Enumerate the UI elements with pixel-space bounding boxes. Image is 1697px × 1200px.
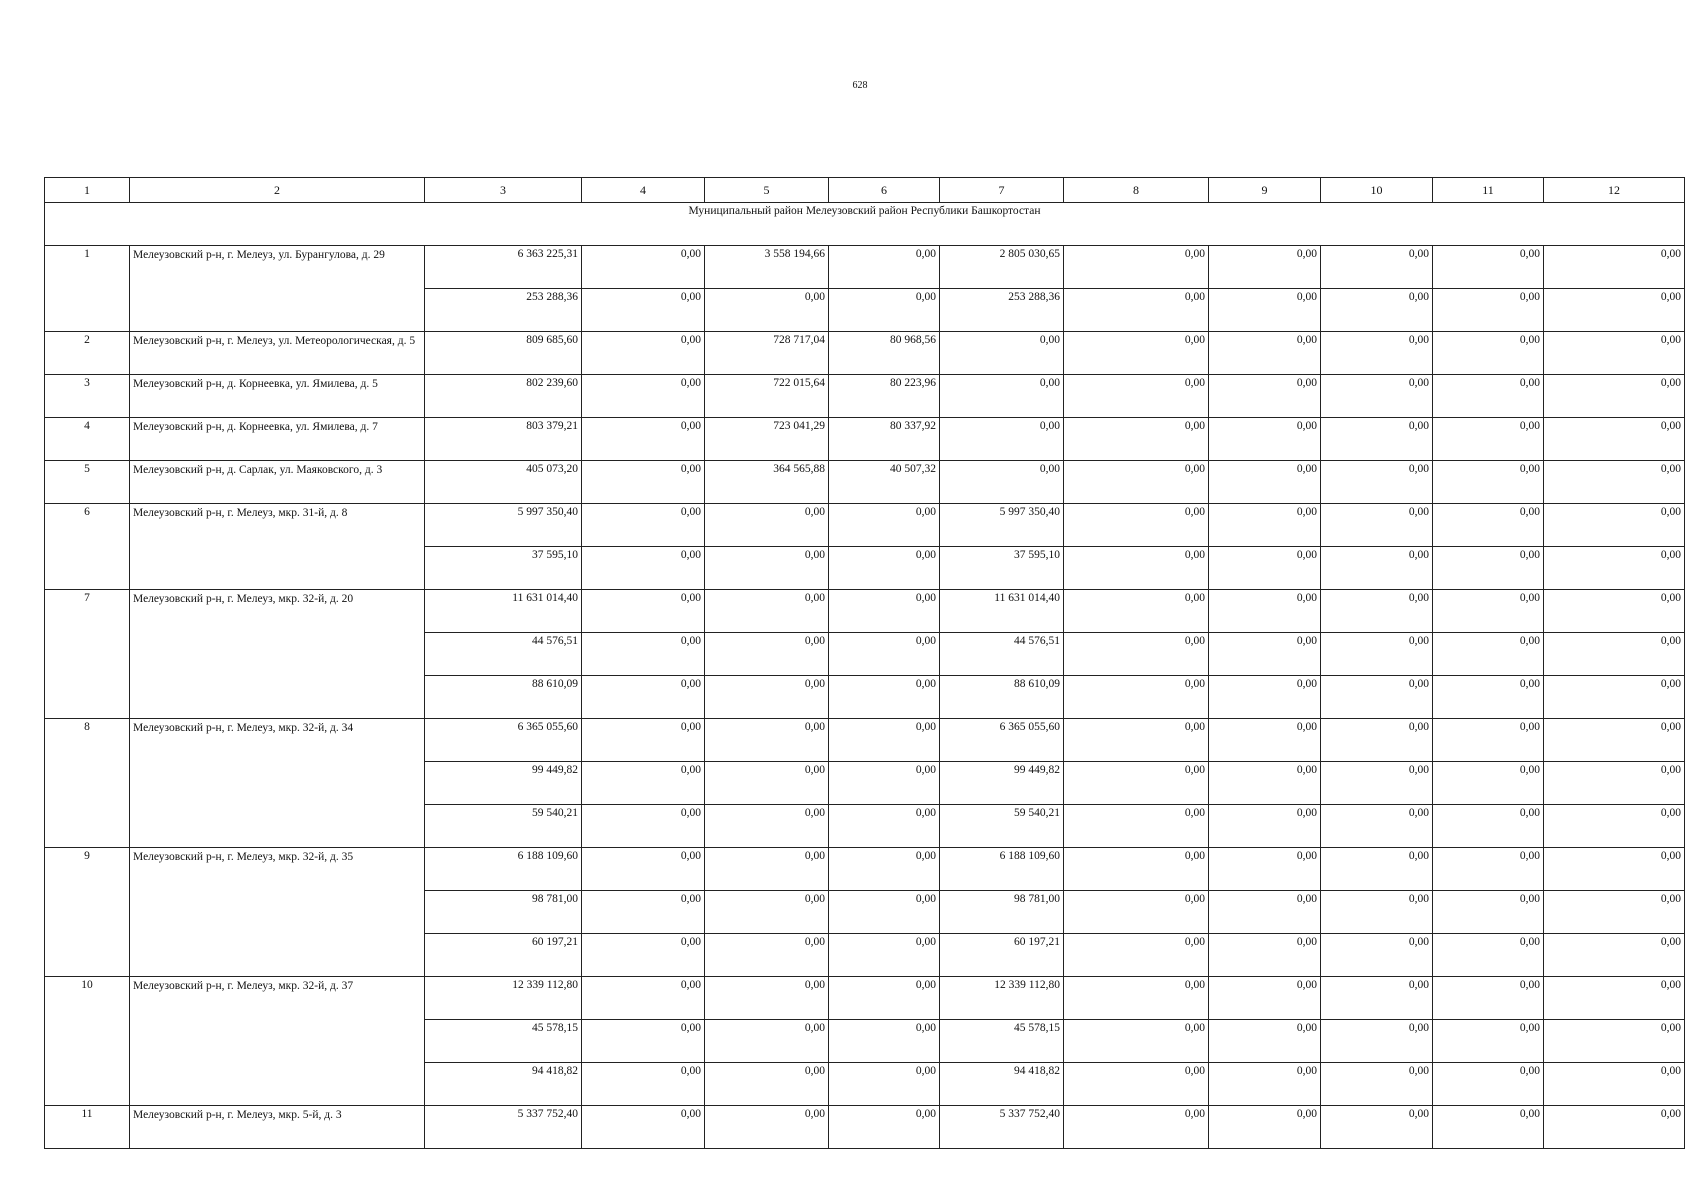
value-cell: 0,00: [582, 1106, 705, 1149]
value-cell: 80 337,92: [829, 418, 940, 461]
value-cell: 0,00: [1321, 375, 1433, 418]
value-cell: 0,00: [940, 418, 1064, 461]
value-cell: 0,00: [1321, 633, 1433, 676]
value-cell: 88 610,09: [425, 676, 582, 719]
value-cell: 0,00: [582, 977, 705, 1020]
value-cell: 0,00: [582, 891, 705, 934]
value-cell: 0,00: [1433, 805, 1544, 848]
value-cell: 0,00: [829, 848, 940, 891]
value-cell: 45 578,15: [940, 1020, 1064, 1063]
column-number-cell: 3: [425, 178, 582, 203]
value-cell: 803 379,21: [425, 418, 582, 461]
table-row: [45, 590, 1685, 633]
column-number-cell: 12: [1544, 178, 1685, 203]
value-cell: 0,00: [829, 719, 940, 762]
value-cell: 0,00: [1321, 1020, 1433, 1063]
value-cell: 6 365 055,60: [940, 719, 1064, 762]
value-cell: 0,00: [1544, 289, 1685, 332]
table-row: [45, 977, 1685, 1020]
column-number-cell: 10: [1321, 178, 1433, 203]
value-cell: 0,00: [1209, 676, 1321, 719]
value-cell: 0,00: [1209, 977, 1321, 1020]
value-cell: 0,00: [582, 1020, 705, 1063]
row-number: 8: [45, 719, 130, 848]
value-cell: 0,00: [1544, 1063, 1685, 1106]
value-cell: 0,00: [1209, 246, 1321, 289]
value-cell: 0,00: [582, 289, 705, 332]
value-cell: 60 197,21: [940, 934, 1064, 977]
value-cell: 0,00: [1544, 1106, 1685, 1149]
data-table: [44, 177, 1685, 1149]
value-cell: 0,00: [705, 1020, 829, 1063]
value-cell: 0,00: [582, 934, 705, 977]
value-cell: 0,00: [1209, 332, 1321, 375]
value-cell: 0,00: [1321, 504, 1433, 547]
section-header-row: [45, 203, 1685, 246]
table-row: [45, 332, 1685, 375]
value-cell: 0,00: [1064, 547, 1209, 590]
value-cell: 0,00: [1544, 246, 1685, 289]
value-cell: 0,00: [1433, 461, 1544, 504]
address-cell: Мелеузовский р-н, г. Мелеуз, мкр. 32-й, д. 34: [130, 719, 425, 848]
value-cell: 0,00: [1209, 590, 1321, 633]
value-cell: 722 015,64: [705, 375, 829, 418]
value-cell: 0,00: [829, 590, 940, 633]
section-title: Муниципальный район Мелеузовский район Республики Башкортостан: [45, 203, 1685, 246]
value-cell: 0,00: [1544, 633, 1685, 676]
value-cell: 98 781,00: [940, 891, 1064, 934]
value-cell: 0,00: [705, 719, 829, 762]
value-cell: 0,00: [1544, 848, 1685, 891]
value-cell: 5 337 752,40: [425, 1106, 582, 1149]
value-cell: 0,00: [1544, 762, 1685, 805]
value-cell: 0,00: [705, 590, 829, 633]
value-cell: 60 197,21: [425, 934, 582, 977]
value-cell: 0,00: [1433, 891, 1544, 934]
value-cell: 2 805 030,65: [940, 246, 1064, 289]
value-cell: 0,00: [1321, 719, 1433, 762]
value-cell: 0,00: [1064, 590, 1209, 633]
address-cell: Мелеузовский р-н, г. Мелеуз, ул. Бурангулова, д. 29: [130, 246, 425, 332]
row-number: 2: [45, 332, 130, 375]
address-cell: Мелеузовский р-н, г. Мелеуз, мкр. 5-й, д. 3: [130, 1106, 425, 1149]
value-cell: 0,00: [705, 676, 829, 719]
value-cell: 809 685,60: [425, 332, 582, 375]
column-number-cell: 5: [705, 178, 829, 203]
value-cell: 0,00: [705, 805, 829, 848]
value-cell: 0,00: [940, 461, 1064, 504]
value-cell: 0,00: [1433, 977, 1544, 1020]
value-cell: 0,00: [582, 848, 705, 891]
value-cell: 0,00: [1433, 1106, 1544, 1149]
value-cell: 0,00: [1544, 805, 1685, 848]
table-row: [45, 848, 1685, 891]
value-cell: 0,00: [1209, 805, 1321, 848]
value-cell: 6 363 225,31: [425, 246, 582, 289]
value-cell: 253 288,36: [425, 289, 582, 332]
value-cell: 0,00: [705, 934, 829, 977]
value-cell: 94 418,82: [940, 1063, 1064, 1106]
row-number: 4: [45, 418, 130, 461]
value-cell: 0,00: [1544, 461, 1685, 504]
value-cell: 0,00: [940, 332, 1064, 375]
value-cell: 0,00: [1544, 332, 1685, 375]
value-cell: 5 997 350,40: [940, 504, 1064, 547]
value-cell: 0,00: [705, 1106, 829, 1149]
value-cell: 0,00: [582, 676, 705, 719]
value-cell: 0,00: [582, 590, 705, 633]
row-number: 3: [45, 375, 130, 418]
value-cell: 0,00: [829, 1020, 940, 1063]
value-cell: 0,00: [1209, 504, 1321, 547]
value-cell: 5 337 752,40: [940, 1106, 1064, 1149]
value-cell: 0,00: [1321, 1106, 1433, 1149]
value-cell: 0,00: [1321, 934, 1433, 977]
value-cell: 0,00: [1209, 1020, 1321, 1063]
value-cell: 0,00: [1544, 1020, 1685, 1063]
value-cell: 11 631 014,40: [940, 590, 1064, 633]
value-cell: 0,00: [1544, 590, 1685, 633]
value-cell: 0,00: [1064, 1106, 1209, 1149]
value-cell: 0,00: [1064, 891, 1209, 934]
column-number-cell: 2: [130, 178, 425, 203]
value-cell: 0,00: [829, 676, 940, 719]
table-row: [45, 719, 1685, 762]
value-cell: 0,00: [1209, 1106, 1321, 1149]
value-cell: 0,00: [1433, 590, 1544, 633]
address-cell: Мелеузовский р-н, г. Мелеуз, мкр. 31-й, д. 8: [130, 504, 425, 590]
value-cell: 0,00: [582, 1063, 705, 1106]
table-row: [45, 418, 1685, 461]
value-cell: 0,00: [1433, 676, 1544, 719]
row-number: 9: [45, 848, 130, 977]
value-cell: 0,00: [1321, 590, 1433, 633]
value-cell: 0,00: [1064, 1020, 1209, 1063]
value-cell: 88 610,09: [940, 676, 1064, 719]
value-cell: 0,00: [1544, 977, 1685, 1020]
value-cell: 0,00: [1433, 375, 1544, 418]
value-cell: 0,00: [1321, 848, 1433, 891]
address-cell: Мелеузовский р-н, г. Мелеуз, мкр. 32-й, д. 37: [130, 977, 425, 1106]
value-cell: 0,00: [1209, 633, 1321, 676]
value-cell: 0,00: [582, 504, 705, 547]
value-cell: 0,00: [1064, 633, 1209, 676]
value-cell: 0,00: [705, 977, 829, 1020]
value-cell: 0,00: [1544, 719, 1685, 762]
value-cell: 0,00: [1064, 332, 1209, 375]
value-cell: 5 997 350,40: [425, 504, 582, 547]
value-cell: 0,00: [1433, 719, 1544, 762]
row-number: 10: [45, 977, 130, 1106]
value-cell: 0,00: [1321, 547, 1433, 590]
column-number-cell: 6: [829, 178, 940, 203]
value-cell: 12 339 112,80: [940, 977, 1064, 1020]
value-cell: 0,00: [582, 719, 705, 762]
value-cell: 45 578,15: [425, 1020, 582, 1063]
value-cell: 11 631 014,40: [425, 590, 582, 633]
value-cell: 0,00: [1064, 977, 1209, 1020]
value-cell: 0,00: [1433, 1020, 1544, 1063]
value-cell: 94 418,82: [425, 1063, 582, 1106]
value-cell: 44 576,51: [940, 633, 1064, 676]
value-cell: 0,00: [1209, 891, 1321, 934]
value-cell: 0,00: [940, 375, 1064, 418]
value-cell: 0,00: [1544, 891, 1685, 934]
column-number-cell: 7: [940, 178, 1064, 203]
value-cell: 59 540,21: [425, 805, 582, 848]
value-cell: 802 239,60: [425, 375, 582, 418]
address-cell: Мелеузовский р-н, д. Корнеевка, ул. Ямилева, д. 7: [130, 418, 425, 461]
table-row: [45, 461, 1685, 504]
value-cell: 0,00: [1209, 848, 1321, 891]
value-cell: 98 781,00: [425, 891, 582, 934]
page-number: 628: [852, 80, 868, 91]
value-cell: 0,00: [1209, 418, 1321, 461]
value-cell: 0,00: [829, 891, 940, 934]
value-cell: 0,00: [1064, 1063, 1209, 1106]
value-cell: 0,00: [829, 762, 940, 805]
value-cell: 40 507,32: [829, 461, 940, 504]
value-cell: 80 968,56: [829, 332, 940, 375]
value-cell: 0,00: [1209, 719, 1321, 762]
table-body: [45, 178, 1685, 1149]
value-cell: 0,00: [829, 1106, 940, 1149]
value-cell: 0,00: [1544, 934, 1685, 977]
value-cell: 0,00: [1321, 461, 1433, 504]
address-cell: Мелеузовский р-н, г. Мелеуз, ул. Метеорологическая, д. 5: [130, 332, 425, 375]
value-cell: 0,00: [1321, 1063, 1433, 1106]
value-cell: 0,00: [1433, 246, 1544, 289]
value-cell: 0,00: [829, 289, 940, 332]
column-number-cell: 9: [1209, 178, 1321, 203]
table-row: [45, 1106, 1685, 1149]
value-cell: 723 041,29: [705, 418, 829, 461]
value-cell: 6 188 109,60: [940, 848, 1064, 891]
value-cell: 0,00: [1064, 762, 1209, 805]
value-cell: 0,00: [829, 977, 940, 1020]
value-cell: 0,00: [1064, 461, 1209, 504]
value-cell: 0,00: [1544, 676, 1685, 719]
value-cell: 0,00: [1209, 934, 1321, 977]
value-cell: 0,00: [1321, 891, 1433, 934]
value-cell: 0,00: [1064, 848, 1209, 891]
column-number-cell: 1: [45, 178, 130, 203]
value-cell: 37 595,10: [940, 547, 1064, 590]
value-cell: 728 717,04: [705, 332, 829, 375]
value-cell: 99 449,82: [425, 762, 582, 805]
table-row: [45, 504, 1685, 547]
value-cell: 253 288,36: [940, 289, 1064, 332]
value-cell: 0,00: [1321, 977, 1433, 1020]
value-cell: 0,00: [1064, 805, 1209, 848]
value-cell: 0,00: [1433, 934, 1544, 977]
value-cell: 405 073,20: [425, 461, 582, 504]
value-cell: 0,00: [1433, 504, 1544, 547]
value-cell: 0,00: [1544, 418, 1685, 461]
value-cell: 0,00: [829, 504, 940, 547]
value-cell: 0,00: [705, 504, 829, 547]
value-cell: 0,00: [1544, 375, 1685, 418]
value-cell: 0,00: [1433, 848, 1544, 891]
value-cell: 6 188 109,60: [425, 848, 582, 891]
address-cell: Мелеузовский р-н, г. Мелеуз, мкр. 32-й, д. 20: [130, 590, 425, 719]
value-cell: 0,00: [582, 805, 705, 848]
value-cell: 0,00: [705, 762, 829, 805]
value-cell: 0,00: [1209, 461, 1321, 504]
value-cell: 37 595,10: [425, 547, 582, 590]
value-cell: 0,00: [705, 633, 829, 676]
value-cell: 0,00: [705, 289, 829, 332]
column-number-cell: 11: [1433, 178, 1544, 203]
value-cell: 0,00: [1064, 504, 1209, 547]
value-cell: 0,00: [829, 934, 940, 977]
value-cell: 12 339 112,80: [425, 977, 582, 1020]
value-cell: 0,00: [582, 461, 705, 504]
value-cell: 0,00: [829, 246, 940, 289]
value-cell: 0,00: [1544, 504, 1685, 547]
value-cell: 0,00: [1321, 805, 1433, 848]
row-number: 1: [45, 246, 130, 332]
column-number-cell: 8: [1064, 178, 1209, 203]
value-cell: 0,00: [829, 633, 940, 676]
value-cell: 0,00: [1064, 289, 1209, 332]
value-cell: 0,00: [1433, 633, 1544, 676]
value-cell: 0,00: [582, 375, 705, 418]
address-cell: Мелеузовский р-н, г. Мелеуз, мкр. 32-й, д. 35: [130, 848, 425, 977]
value-cell: 0,00: [582, 332, 705, 375]
value-cell: 0,00: [705, 547, 829, 590]
row-number: 11: [45, 1106, 130, 1149]
row-number: 5: [45, 461, 130, 504]
value-cell: 0,00: [1064, 418, 1209, 461]
value-cell: 0,00: [1209, 762, 1321, 805]
value-cell: 80 223,96: [829, 375, 940, 418]
value-cell: 0,00: [1433, 762, 1544, 805]
value-cell: 0,00: [1064, 719, 1209, 762]
value-cell: 0,00: [1064, 246, 1209, 289]
value-cell: 0,00: [582, 633, 705, 676]
value-cell: 0,00: [1209, 1063, 1321, 1106]
value-cell: 0,00: [1321, 289, 1433, 332]
value-cell: 0,00: [1209, 547, 1321, 590]
value-cell: 59 540,21: [940, 805, 1064, 848]
value-cell: 0,00: [1433, 289, 1544, 332]
value-cell: 0,00: [705, 848, 829, 891]
value-cell: 0,00: [582, 246, 705, 289]
row-number: 6: [45, 504, 130, 590]
value-cell: 6 365 055,60: [425, 719, 582, 762]
value-cell: 0,00: [1433, 547, 1544, 590]
value-cell: 0,00: [1321, 418, 1433, 461]
value-cell: 0,00: [1321, 762, 1433, 805]
value-cell: 0,00: [582, 762, 705, 805]
table-row: [45, 246, 1685, 289]
value-cell: 0,00: [829, 547, 940, 590]
value-cell: 0,00: [1544, 547, 1685, 590]
value-cell: 0,00: [582, 547, 705, 590]
value-cell: 0,00: [705, 891, 829, 934]
value-cell: 0,00: [1321, 676, 1433, 719]
value-cell: 44 576,51: [425, 633, 582, 676]
value-cell: 0,00: [1433, 418, 1544, 461]
value-cell: 99 449,82: [940, 762, 1064, 805]
value-cell: 0,00: [829, 805, 940, 848]
value-cell: 0,00: [1209, 375, 1321, 418]
column-number-cell: 4: [582, 178, 705, 203]
value-cell: 0,00: [1064, 934, 1209, 977]
column-number-row: [45, 178, 1685, 203]
value-cell: 0,00: [1433, 1063, 1544, 1106]
value-cell: 0,00: [582, 418, 705, 461]
value-cell: 0,00: [705, 1063, 829, 1106]
address-cell: Мелеузовский р-н, д. Сарлак, ул. Маяковского, д. 3: [130, 461, 425, 504]
value-cell: 0,00: [1433, 332, 1544, 375]
value-cell: 0,00: [1064, 375, 1209, 418]
row-number: 7: [45, 590, 130, 719]
value-cell: 0,00: [1064, 676, 1209, 719]
value-cell: 364 565,88: [705, 461, 829, 504]
value-cell: 3 558 194,66: [705, 246, 829, 289]
address-cell: Мелеузовский р-н, д. Корнеевка, ул. Ямилева, д. 5: [130, 375, 425, 418]
value-cell: 0,00: [1321, 246, 1433, 289]
value-cell: 0,00: [829, 1063, 940, 1106]
value-cell: 0,00: [1321, 332, 1433, 375]
value-cell: 0,00: [1209, 289, 1321, 332]
table-row: [45, 375, 1685, 418]
